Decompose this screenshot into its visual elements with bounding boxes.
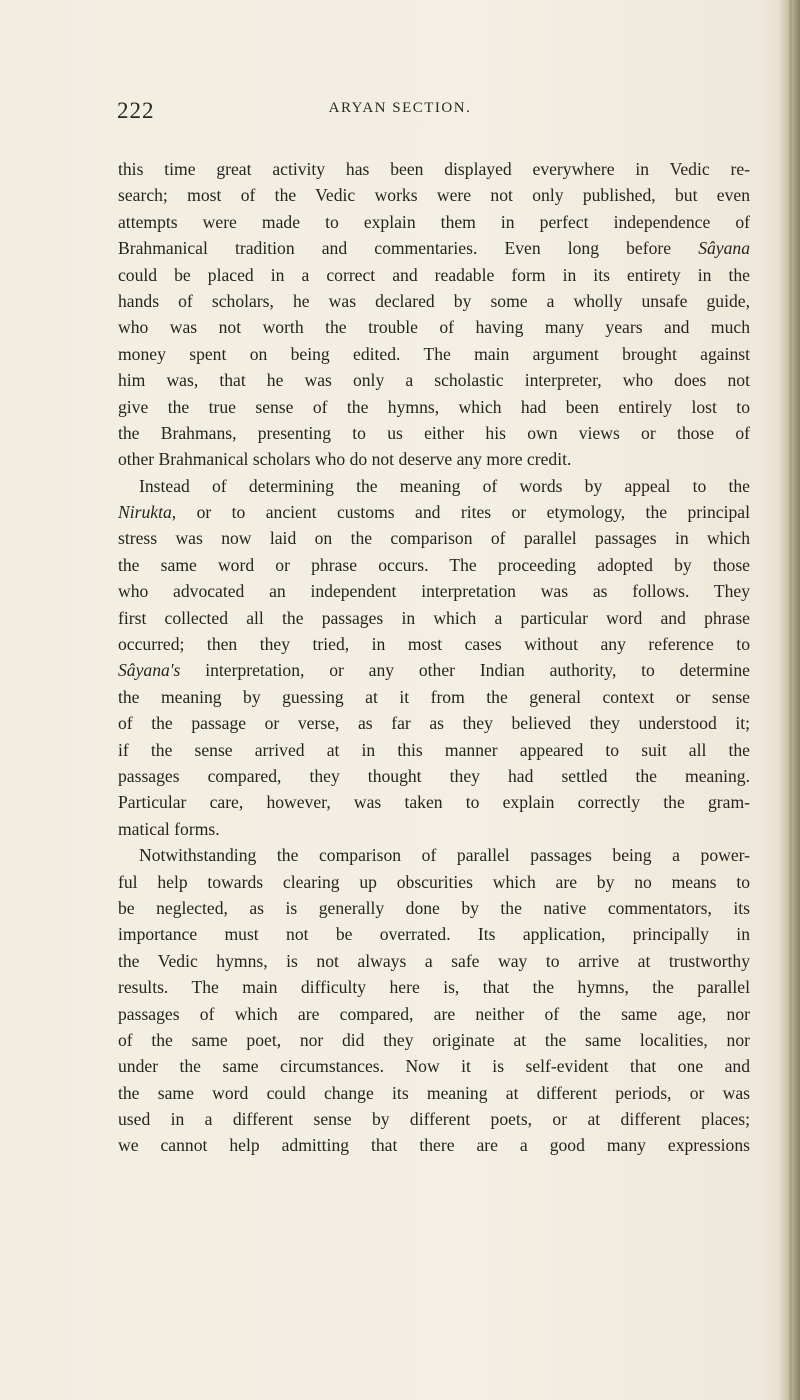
text-line-segment: interpretation, or any other Indian authority, to determine: [180, 660, 750, 681]
body-text: [118, 156, 750, 1159]
text-line: matical forms.: [118, 818, 220, 839]
text-line: ful help towards clearing up obscurities which are by no means to: [118, 871, 750, 892]
text-line: Particular care, however, was taken to explain correctly the gram-: [118, 792, 750, 813]
text-line: we cannot help admitting that there are a good many expressions: [118, 1135, 750, 1156]
text-line: [118, 235, 750, 261]
text-line: Notwithstanding the comparison of parallel passages being a power-: [139, 845, 750, 866]
text-line: under the same circumstances. Now it is self-evident that one and: [118, 1056, 750, 1077]
text-line: passages of which are compared, are neither of the same age, nor: [118, 1003, 750, 1024]
text-line: the Brahmans, presenting to us either his own views or those of: [118, 422, 750, 443]
text-line: him was, that he was only a scholastic interpreter, who does not: [118, 370, 750, 391]
text-line: of the same poet, nor did they originate at the same localities, nor: [118, 1029, 750, 1050]
text-line: first collected all the passages in which a particular word and phrase: [118, 607, 750, 628]
text-line: stress was now laid on the comparison of parallel passages in which: [118, 528, 750, 549]
text-line: the meaning by guessing at it from the general context or sense: [118, 686, 750, 707]
text-line: passages compared, they thought they had settled the meaning.: [118, 765, 750, 786]
text-line: money spent on being edited. The main argument brought against: [118, 343, 750, 364]
text-line: who was not worth the trouble of having many years and much: [118, 317, 750, 338]
text-line: importance must not be overrated. Its application, principally in: [118, 924, 750, 945]
italic-term-sayanas: Sâyana's: [118, 660, 181, 681]
italic-term-sayana: Sâyana: [698, 238, 750, 259]
text-line: occurred; then they tried, in most cases without any reference to: [118, 634, 750, 655]
text-line: the same word or phrase occurs. The proceeding adopted by those: [118, 554, 750, 575]
text-line: attempts were made to explain them in perfect independence of: [118, 211, 750, 232]
text-line: who advocated an independent interpretation was as follows. They: [118, 581, 750, 602]
text-line: other Brahmanical scholars who do not deserve any more credit.: [118, 449, 572, 470]
italic-term-nirukta: Nirukta: [118, 502, 172, 523]
page-edge-line: [789, 0, 792, 1400]
text-line: Instead of determining the meaning of words by appeal to the: [139, 475, 750, 496]
text-line: be neglected, as is generally done by the native commentators, its: [118, 897, 750, 918]
text-line: give the true sense of the hymns, which had been entirely lost to: [118, 396, 750, 417]
text-line: could be placed in a correct and readable form in its entirety in the: [118, 264, 750, 285]
text-line-segment: Brahmanical tradition and commentaries. Even long before: [118, 238, 672, 259]
text-line: used in a different sense by different poets, or at different places;: [118, 1109, 750, 1130]
text-line: [118, 657, 750, 683]
running-head: ARYAN SECTION.: [328, 100, 472, 116]
text-line: hands of scholars, he was declared by some a wholly unsafe guide,: [118, 290, 750, 311]
page-number: 222: [117, 98, 155, 123]
text-line: this time great activity has been displayed everywhere in Vedic re-: [118, 159, 750, 179]
text-line: search; most of the Vedic works were not only published, but even: [118, 185, 750, 206]
text-line: of the passage or verse, as far as they believed they understood it;: [118, 713, 750, 734]
text-line-segment: , or to ancient customs and rites or etymology, the principal: [171, 502, 750, 523]
text-line: if the sense arrived at in this manner appeared to suit all the: [118, 739, 750, 760]
text-line: [118, 499, 750, 525]
text-line: results. The main difficulty here is, that the hymns, the parallel: [118, 977, 750, 998]
text-line: the same word could change its meaning at different periods, or was: [118, 1082, 750, 1103]
text-line: the Vedic hymns, is not always a safe way to arrive at trustworthy: [118, 950, 750, 971]
